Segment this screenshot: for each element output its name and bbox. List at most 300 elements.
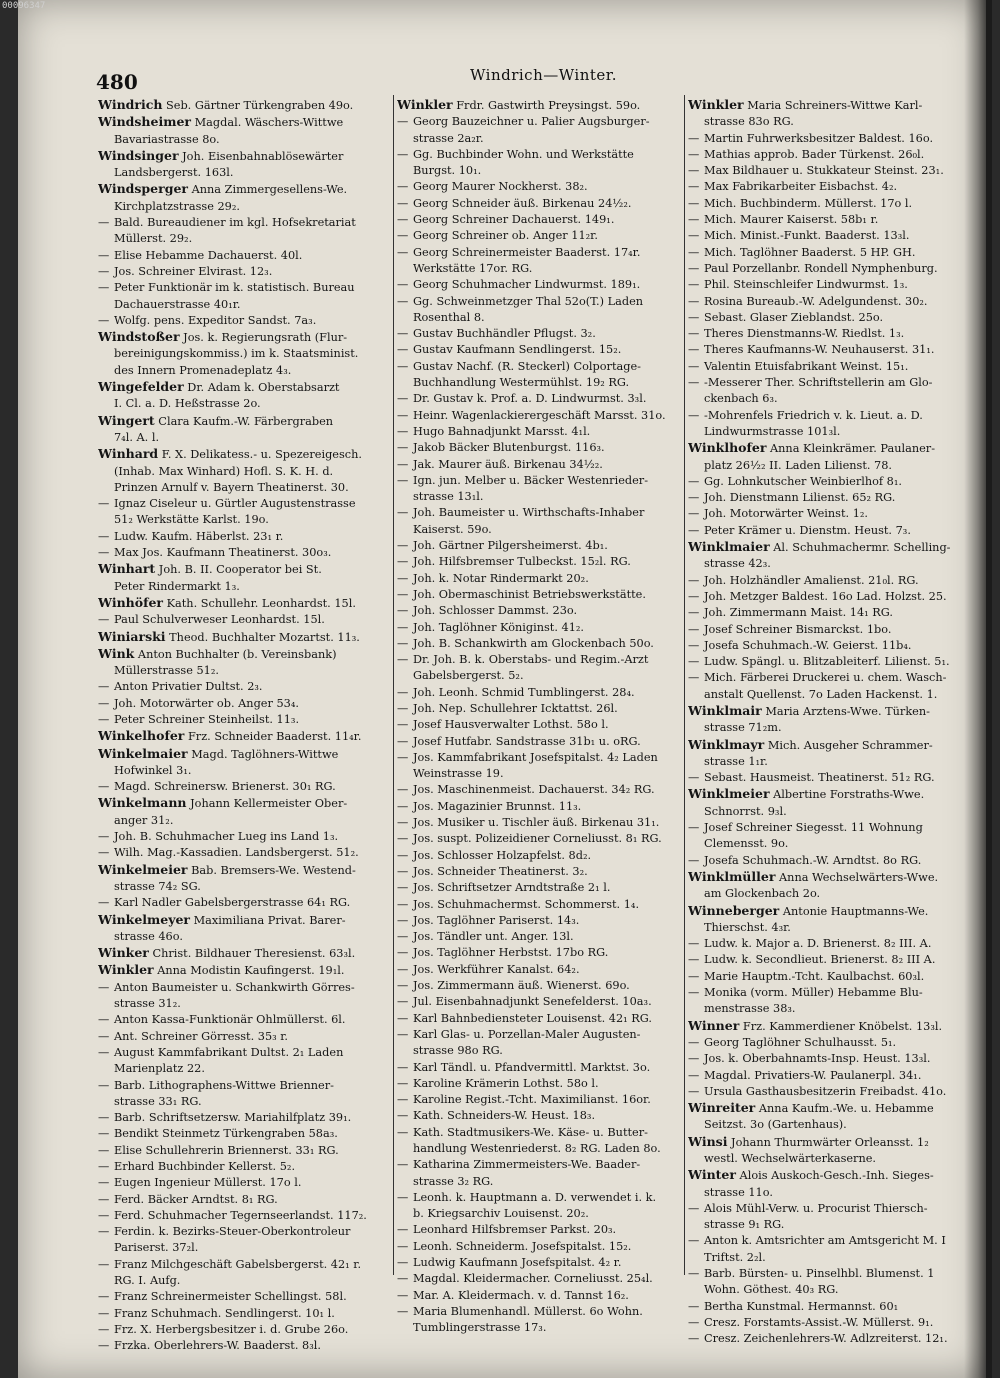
ditto-dash: — — [397, 604, 409, 618]
surname-headword: Winter — [688, 1167, 736, 1183]
sub-entry-line — [98, 895, 390, 911]
surname-headword: Winker — [98, 945, 149, 961]
entry-text: Karoline Krämerin Lothst. 58o l. — [413, 1076, 599, 1090]
ditto-dash: — — [397, 799, 409, 813]
continuation-line: b. Kriegsarchiv Louisenst. 20₂. — [413, 1207, 589, 1221]
continuation-line: Triftst. 2₂l. — [704, 1250, 766, 1264]
entry-text: F. X. Delikatess.- u. Spezereigesch. — [158, 448, 362, 462]
sub-entry-line — [397, 652, 681, 668]
entry-text: Frz. Kammerdiener Knöbelst. 13₃l. — [739, 1019, 943, 1033]
entry-text: Martin Fuhrwerksbesitzer Baldest. 16o. — [704, 131, 934, 145]
entry-text: Karoline Regist.-Tcht. Maximilianst. 16or. — [413, 1093, 651, 1107]
continuation-line: Thierschst. 4₃r. — [704, 920, 791, 934]
entry-line — [397, 97, 681, 114]
surname-headword: Winkler — [397, 97, 453, 112]
entry-text: Johann Kellermeister Ober- — [186, 797, 348, 811]
ditto-dash: — — [397, 881, 409, 895]
sub-entry-line — [397, 505, 681, 521]
entry-line — [98, 329, 390, 346]
entry-text: Jos. Taglöhner Herbstst. 17bo RG. — [413, 946, 609, 960]
entry-text: Seb. Gärtner Türkengraben 49o. — [162, 99, 354, 112]
continuation-line: Kaiserst. 59o. — [413, 522, 492, 536]
entry-line — [98, 862, 390, 879]
entry-line — [98, 181, 390, 198]
ditto-dash: — — [98, 1127, 110, 1141]
ditto-dash: — — [98, 830, 110, 844]
sub-entry-line — [98, 1208, 390, 1224]
entry-text: Leonh. k. Hauptmann a. D. verwendet i. k. — [413, 1190, 657, 1204]
surname-headword: Winkler — [688, 97, 744, 112]
entry-text: Erhard Buchbinder Kellerst. 5₂. — [114, 1160, 296, 1173]
ditto-dash: — — [397, 424, 409, 438]
surname-headword: Windsheimer — [98, 114, 191, 130]
entry-text: Mich. Taglöhner Baaderst. 5 HP. GH. — [704, 245, 916, 259]
ditto-dash: — — [397, 783, 409, 797]
ditto-dash: — — [688, 278, 700, 292]
entry-text: Jos. suspt. Polizeidiener Corneliusst. 8₁ RG. — [413, 832, 662, 846]
ditto-dash: — — [98, 980, 110, 994]
sub-entry-line — [688, 1201, 976, 1217]
surname-headword: Windsperger — [98, 181, 188, 197]
surname-headword: Wingert — [98, 412, 155, 428]
continuation-line: des Innern Promenadeplatz 4₃. — [114, 363, 292, 377]
entry-text: Georg Schuhmacher Lindwurmst. 189₁. — [413, 278, 641, 292]
continuation-line: Wohn. Göthest. 40₃ RG. — [704, 1283, 839, 1297]
continuation-line: strasse 13₁l. — [413, 490, 484, 504]
ditto-dash: — — [688, 310, 700, 324]
sub-entry-line — [397, 701, 681, 717]
ditto-dash: — — [397, 701, 409, 715]
continuation-line: Prinzen Arnulf v. Bayern Theatinerst. 30. — [114, 480, 349, 494]
entry-text: Cresz. Forstamts-Assist.-W. Müllerst. 9₁. — [704, 1315, 934, 1329]
sub-entry-line — [688, 342, 976, 358]
sub-entry-line — [688, 985, 976, 1001]
entry-line — [98, 962, 390, 979]
entry-text: Georg Taglöhner Schulhausst. 5₁. — [704, 1035, 897, 1049]
ditto-dash: — — [397, 392, 409, 406]
continuation-line: Gabelsbergerst. 5₂. — [413, 669, 524, 683]
entry-text: Frdr. Gastwirth Preysingst. 59o. — [452, 99, 641, 112]
ditto-dash: — — [98, 680, 110, 694]
entry-text: Georg Schreiner Dachauerst. 149₁. — [413, 213, 615, 227]
sub-entry-line — [98, 712, 390, 728]
entry-line — [98, 148, 390, 165]
entry-text: Jos. Schriftsetzer Arndtstraße 2₁ l. — [413, 881, 611, 895]
entry-text: Wilh. Mag.-Kassadien. Landsbergerst. 51₂. — [114, 846, 359, 860]
sub-entry-line — [98, 248, 390, 264]
sub-entry-line — [397, 750, 681, 766]
ditto-dash: — — [688, 821, 700, 835]
surname-headword: Winkelmeyer — [98, 911, 190, 927]
entry-line — [688, 786, 976, 803]
sub-entry-line — [98, 1012, 390, 1028]
entry-text: Jos. Zimmermann äuß. Wienerst. 69o. — [413, 979, 630, 993]
entry-text: Paul Schulverweser Leonhardst. 15l. — [114, 613, 325, 627]
sub-entry-line — [688, 131, 976, 147]
entry-text: Franz Schuhmach. Sendlingerst. 10₁ l. — [114, 1306, 335, 1320]
ditto-dash: — — [98, 1322, 110, 1336]
ditto-dash: — — [688, 969, 700, 983]
continuation-line: strasse 11o. — [704, 1185, 773, 1199]
entry-text: Mich. Ausgeher Schrammer- — [764, 738, 933, 752]
entry-text: Joh. B. Schuhmacher Lueg ins Land 1₃. — [114, 830, 339, 844]
ditto-dash: — — [397, 457, 409, 471]
surname-headword: Winkelhofer — [98, 728, 185, 744]
entry-text: Jakob Bäcker Blutenburgst. 116₃. — [413, 441, 605, 455]
entry-text: Marie Hauptm.-Tcht. Kaulbachst. 60₃l. — [704, 969, 925, 983]
ditto-dash: — — [397, 245, 409, 259]
sub-entry-line — [397, 457, 681, 473]
entry-text: Magdal. Wäschers-Wittwe — [191, 116, 344, 130]
ditto-dash: — — [688, 853, 700, 867]
entry-line — [688, 869, 976, 886]
surname-headword: Winklmüller — [688, 868, 776, 884]
ditto-dash: — — [397, 327, 409, 341]
entry-text: Anton Privatier Dultst. 2₃. — [114, 680, 263, 694]
entry-text: Heinr. Wagenlackierergeschäft Marsst. 31o. — [413, 408, 666, 422]
sub-entry-line — [397, 1255, 681, 1271]
ditto-dash: — — [98, 216, 110, 230]
directory-column-1 — [98, 97, 390, 1355]
entry-line — [98, 413, 390, 430]
ditto-dash: — — [98, 896, 110, 910]
entry-text: Maximiliana Privat. Barer- — [190, 913, 346, 927]
sub-entry-line — [688, 820, 976, 836]
ditto-dash: — — [397, 1125, 409, 1139]
sub-entry-line — [397, 978, 681, 994]
surname-headword: Winiarski — [98, 628, 166, 644]
sub-entry-line — [688, 1266, 976, 1282]
ditto-dash: — — [688, 1299, 700, 1313]
continuation-line: Rosenthal 8. — [413, 310, 485, 324]
continuation-line: menstrasse 38₃. — [704, 1002, 796, 1016]
sub-entry-line — [688, 936, 976, 952]
entry-text: Bertha Kunstmal. Hermannst. 60₁ — [704, 1299, 899, 1313]
ditto-dash: — — [688, 953, 700, 967]
sub-entry-line — [397, 212, 681, 228]
entry-text: Joh. Holzhändler Amalienst. 21₀l. RG. — [704, 573, 919, 587]
sub-entry-line — [688, 1315, 976, 1331]
sub-entry-line — [397, 1011, 681, 1027]
sub-entry-line — [98, 829, 390, 845]
continuation-line: strasse 3₂ RG. — [413, 1174, 494, 1188]
sub-entry-line — [688, 654, 976, 670]
ditto-dash: — — [397, 359, 409, 373]
entry-text: Kath. Schullehr. Leonhardst. 15l. — [163, 596, 356, 610]
sub-entry-line — [397, 636, 681, 652]
surname-headword: Winner — [688, 1017, 740, 1033]
entry-text: Theres Kaufmanns-W. Neuhauserst. 31₁. — [704, 343, 935, 357]
entry-text: Maria Blumenhandl. Müllerst. 6o Wohn. — [413, 1304, 643, 1318]
ditto-dash: — — [98, 1143, 110, 1157]
entry-line — [688, 440, 976, 457]
entry-text: Christ. Bildhauer Theresienst. 63₃l. — [148, 947, 356, 961]
entry-text: Jos. Musiker u. Tischler äuß. Birkenau 31₁. — [413, 816, 660, 830]
continuation-line: Müllerst. 29₂. — [114, 232, 193, 246]
entry-text: Joh. Baumeister u. Wirthschafts-Inhaber — [413, 506, 645, 520]
entry-text: Elise Hebamme Dachauerst. 40l. — [114, 248, 303, 262]
ditto-dash: — — [98, 1208, 110, 1222]
ditto-dash: — — [397, 506, 409, 520]
continuation-line: Dachauerstrasse 40₁r. — [114, 297, 241, 311]
sub-entry-line — [98, 1126, 390, 1142]
entry-text: Dr. Gustav k. Prof. a. D. Lindwurmst. 3₃l. — [413, 392, 647, 406]
ditto-dash: — — [397, 1239, 409, 1253]
entry-text: Leonh. Schneiderm. Josefspitalst. 15₂. — [413, 1239, 632, 1253]
ditto-dash: — — [688, 573, 700, 587]
sub-entry-line — [688, 1233, 976, 1249]
ditto-dash: — — [688, 507, 700, 521]
ditto-dash: — — [397, 848, 409, 862]
entry-text: Joh. B. II. Cooperator bei St. — [155, 563, 322, 577]
sub-entry-line — [688, 310, 976, 326]
sub-entry-line — [688, 261, 976, 277]
surname-headword: Windsinger — [98, 147, 179, 163]
ditto-dash: — — [397, 995, 409, 1009]
column-divider — [393, 95, 394, 1275]
ditto-dash: — — [688, 1052, 700, 1066]
entry-text: Gustav Kaufmann Sendlingerst. 15₂. — [413, 343, 622, 357]
ditto-dash: — — [397, 1272, 409, 1286]
entry-text: Bab. Bremsers-We. Westend- — [187, 863, 356, 877]
entry-text: Monika (vorm. Müller) Hebamme Blu- — [704, 986, 923, 1000]
sub-entry-line — [397, 473, 681, 489]
entry-text: Franz Schreinermeister Schellingst. 58l. — [114, 1290, 347, 1304]
entry-text: Ferd. Schuhmacher Tegernseerlandst. 117₂. — [114, 1208, 367, 1222]
entry-text: Joh. Leonh. Schmid Tumblingerst. 28₄. — [413, 685, 635, 699]
ditto-dash: — — [688, 196, 700, 210]
sub-entry-line — [98, 1322, 390, 1338]
column-divider — [684, 95, 685, 1275]
sub-entry-line — [98, 980, 390, 996]
sub-entry-line — [688, 212, 976, 228]
ditto-dash: — — [397, 1027, 409, 1041]
ditto-dash: — — [397, 930, 409, 944]
entry-text: Jos. Schuhmachermst. Schommerst. 1₄. — [413, 897, 640, 911]
sub-entry-line — [397, 326, 681, 342]
entry-text: Bendikt Steinmetz Türkengraben 58a₃. — [114, 1127, 338, 1141]
entry-text: Karl Bahnbediensteter Louisenst. 42₁ RG. — [413, 1011, 653, 1025]
ditto-dash: — — [688, 245, 700, 259]
entry-text: Anton Kassa-Funktionär Ohlmüllerst. 6l. — [114, 1013, 346, 1027]
sub-entry-line — [98, 1143, 390, 1159]
continuation-line: ckenbach 6₃. — [704, 392, 778, 406]
ditto-dash: — — [98, 248, 110, 262]
entry-text: Jos. Werkführer Kanalst. 64₂. — [413, 962, 580, 976]
ditto-dash: — — [98, 613, 110, 627]
sub-entry-line — [98, 1045, 390, 1061]
entry-text: Joh. Gärtner Pilgersheimerst. 4b₁. — [413, 539, 608, 553]
entry-text: Barb. Schriftsetzersw. Mariahilfplatz 39₁. — [114, 1111, 352, 1125]
ditto-dash: — — [688, 606, 700, 620]
entry-text: Mich. Färberei Druckerei u. chem. Wasch- — [704, 671, 947, 685]
entry-text: Dr. Adam k. Oberstabsarzt — [183, 381, 340, 395]
sub-entry-line — [688, 294, 976, 310]
continuation-line: Clemensst. 9o. — [704, 837, 789, 851]
sub-entry-line — [397, 424, 681, 440]
continuation-line: Weinstrasse 19. — [413, 767, 504, 781]
surname-headword: Winhöfer — [98, 594, 163, 610]
sub-entry-line — [397, 799, 681, 815]
ditto-dash: — — [397, 213, 409, 227]
entry-text: Ludw. Spängl. u. Blitzableiterf. Lilienst. 5₁. — [704, 655, 950, 669]
sub-entry-line — [397, 245, 681, 261]
surname-headword: Winkler — [98, 962, 154, 978]
surname-headword: Winkelmaier — [98, 745, 188, 761]
sub-entry-line — [688, 969, 976, 985]
entry-text: Jak. Maurer äuß. Birkenau 34½₂. — [413, 457, 603, 471]
continuation-line: strasse 74₂ SG. — [114, 879, 201, 893]
sub-entry-line — [688, 1068, 976, 1084]
entry-text: Joh. Nep. Schullehrer Icktattst. 26l. — [413, 701, 618, 715]
continuation-line: anstalt Quellenst. 7o Laden Hackenst. 1. — [704, 687, 938, 701]
sub-entry-line — [98, 1175, 390, 1191]
entry-text: Katharina Zimmermeisters-We. Baader- — [413, 1158, 641, 1172]
entry-text: Albertine Forstraths-Wwe. — [769, 788, 925, 802]
ditto-dash: — — [397, 473, 409, 487]
entry-text: Hugo Bahnadjunkt Marsst. 4₁l. — [413, 424, 591, 438]
ditto-dash: — — [688, 327, 700, 341]
ditto-dash: — — [688, 294, 700, 308]
sub-entry-line — [98, 280, 390, 296]
sub-entry-line — [397, 1108, 681, 1124]
ditto-dash: — — [98, 1306, 110, 1320]
continuation-line: Pariserst. 37₂l. — [114, 1241, 199, 1255]
ditto-dash: — — [397, 1076, 409, 1090]
entry-text: Paul Porzellanbr. Rondell Nymphenburg. — [704, 261, 938, 275]
entry-text: Jos. Schreiner Elvirast. 12₃. — [114, 264, 273, 278]
entry-line — [688, 903, 976, 920]
sub-entry-line — [397, 880, 681, 896]
entry-text: Theres Dienstmanns-W. Riedlst. 1₃. — [704, 327, 905, 341]
ditto-dash: — — [688, 771, 700, 785]
entry-text: Mar. A. Kleidermach. v. d. Tannst 16₂. — [413, 1288, 629, 1302]
entry-line — [98, 561, 390, 578]
ditto-dash: — — [397, 1256, 409, 1270]
sub-entry-line — [397, 848, 681, 864]
ditto-dash: — — [397, 636, 409, 650]
entry-line — [98, 595, 390, 612]
surname-headword: Wingefelder — [98, 379, 184, 395]
ditto-dash: — — [98, 780, 110, 794]
sub-entry-line — [98, 215, 390, 231]
sub-entry-line — [98, 1224, 390, 1240]
sub-entry-line — [98, 1289, 390, 1305]
ditto-dash: — — [98, 1029, 110, 1043]
sub-entry-line — [98, 1110, 390, 1126]
entry-text: Joh. Motorwärter Weinst. 1₂. — [704, 507, 869, 521]
sub-entry-line — [397, 1027, 681, 1043]
entry-text: Joh. Schlosser Dammst. 23o. — [413, 604, 578, 618]
ditto-dash: — — [397, 441, 409, 455]
entry-text: Anna Kaufm.-We. u. Hebamme — [755, 1102, 934, 1116]
sub-entry-line — [397, 342, 681, 358]
sub-entry-line — [688, 1299, 976, 1315]
ditto-dash: — — [397, 408, 409, 422]
sub-entry-line — [688, 490, 976, 506]
ditto-dash: — — [688, 523, 700, 537]
ditto-dash: — — [98, 1111, 110, 1125]
sub-entry-line — [397, 196, 681, 212]
sub-entry-line — [688, 179, 976, 195]
ditto-dash: — — [397, 913, 409, 927]
entry-line — [98, 795, 390, 812]
ditto-dash: — — [98, 1257, 110, 1271]
ditto-dash: — — [98, 1192, 110, 1206]
entry-text: August Kammfabrikant Dultst. 2₁ Laden — [114, 1045, 344, 1059]
ditto-dash: — — [688, 229, 700, 243]
entry-text: Gustav Nachf. (R. Steckerl) Colportage- — [413, 359, 641, 373]
entry-text: Clara Kaufm.-W. Färbergraben — [154, 414, 334, 428]
sub-entry-line — [98, 1338, 390, 1354]
ditto-dash: — — [688, 1267, 700, 1281]
directory-column-3 — [688, 97, 976, 1348]
sub-entry-line — [397, 554, 681, 570]
ditto-dash: — — [688, 261, 700, 275]
ditto-dash: — — [397, 685, 409, 699]
ditto-dash: — — [397, 962, 409, 976]
sub-entry-line — [397, 1239, 681, 1255]
continuation-line: Kirchplatzstrasse 29₂. — [114, 199, 240, 213]
entry-text: Ignaz Ciseleur u. Gürtler Augustenstrasse — [114, 497, 356, 511]
entry-text: Rosina Bureaub.-W. Adelgundenst. 30₂. — [704, 294, 928, 308]
continuation-line: strasse 1₁r. — [704, 754, 768, 768]
continuation-line: bereinigungskommiss.) im k. Staatsminist. — [114, 347, 359, 361]
continuation-line: Seitzst. 3o (Gartenhaus). — [704, 1118, 847, 1132]
entry-text: Jul. Eisenbahnadjunkt Senefelderst. 10a₃. — [413, 995, 652, 1009]
sub-entry-line — [98, 845, 390, 861]
page-number: 480 — [96, 70, 138, 94]
ditto-dash: — — [688, 474, 700, 488]
sub-entry-line — [397, 717, 681, 733]
entry-text: Phil. Steinschleifer Lindwurmst. 1₃. — [704, 278, 908, 292]
surname-headword: Winklmayr — [688, 736, 765, 752]
entry-line — [98, 912, 390, 929]
sub-entry-line — [688, 359, 976, 375]
sub-entry-line — [688, 1084, 976, 1100]
ditto-dash: — — [688, 589, 700, 603]
ditto-dash: — — [397, 587, 409, 601]
sub-entry-line — [397, 897, 681, 913]
entry-text: Eugen Ingenieur Müllerst. 17o l. — [114, 1176, 302, 1190]
sub-entry-line — [397, 571, 681, 587]
continuation-line: 7₄l. A. l. — [114, 430, 160, 444]
entry-text: Joh. Zimmermann Maist. 14₁ RG. — [704, 606, 893, 620]
continuation-line: handlung Westenriederst. 8₂ RG. Laden 8o. — [413, 1142, 661, 1155]
sub-entry-line — [397, 440, 681, 456]
continuation-line: Landsbergerst. 163l. — [114, 166, 234, 180]
entry-text: Gg. Schweinmetzger Thal 52o(T.) Laden — [413, 294, 644, 308]
entry-text: Frz. Schneider Baaderst. 11₄r. — [184, 730, 362, 744]
sub-entry-line — [397, 408, 681, 424]
entry-text: Josef Hausverwalter Lothst. 58o l. — [413, 718, 609, 732]
sub-entry-line — [688, 1035, 976, 1051]
entry-line — [688, 1018, 976, 1035]
sub-entry-line — [98, 612, 390, 628]
ditto-dash: — — [688, 937, 700, 951]
entry-line — [688, 97, 976, 114]
entry-text: Peter Funktionär im k. statistisch. Bureau — [114, 281, 355, 295]
surname-headword: Wink — [98, 645, 135, 661]
entry-text: Magdal. Kleidermacher. Corneliusst. 25₄l. — [413, 1272, 653, 1286]
entry-text: Ign. jun. Melber u. Bäcker Westenrieder- — [413, 473, 649, 487]
sub-entry-line — [688, 605, 976, 621]
sub-entry-line — [688, 277, 976, 293]
sub-entry-line — [397, 1222, 681, 1238]
sub-entry-line — [688, 670, 976, 686]
surname-headword: Winhard — [98, 446, 159, 462]
sub-entry-line — [397, 1060, 681, 1076]
